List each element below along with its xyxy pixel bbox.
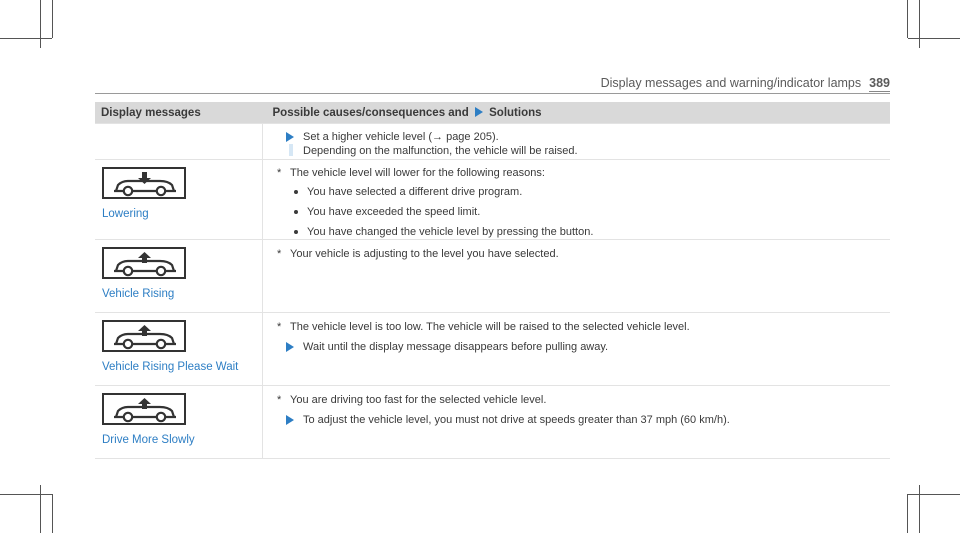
vehicle-level-raising-icon xyxy=(102,320,186,352)
bullet-icon xyxy=(294,230,298,234)
crop-mark xyxy=(40,0,41,48)
crop-mark xyxy=(907,0,908,38)
list-item-text: You have changed the vehicle level by pressing the button. xyxy=(307,226,594,238)
solution-step xyxy=(277,413,890,427)
cause-item xyxy=(277,166,890,180)
asterisk-icon: * xyxy=(277,248,282,260)
table-row xyxy=(95,240,890,313)
list-item-text: You have selected a different drive program. xyxy=(307,186,523,198)
section-title: Display messages and warning/indicator lamps xyxy=(600,76,862,90)
solution-text: Set a higher vehicle level (→ page 205). xyxy=(303,131,499,143)
message-cell xyxy=(95,386,263,459)
list-item xyxy=(277,225,890,239)
header-rule xyxy=(95,93,890,94)
table-row xyxy=(95,160,890,240)
table-row xyxy=(95,313,890,386)
cause-text: You are driving too fast for the selected vehicle level. xyxy=(290,394,547,406)
message-label-lowering: Lowering xyxy=(102,208,149,220)
running-header xyxy=(601,76,890,90)
column-header-solutions-label: Solutions xyxy=(489,106,542,119)
solution-step xyxy=(277,340,890,354)
crop-mark xyxy=(919,0,920,48)
crop-mark xyxy=(52,494,53,533)
cause-cell xyxy=(263,240,891,313)
solution-text: Wait until the display message disappears before pulling away. xyxy=(303,341,609,353)
crop-mark xyxy=(919,485,920,533)
solution-arrow-icon xyxy=(286,342,294,352)
crop-mark xyxy=(907,494,908,533)
display-messages-table xyxy=(95,102,890,459)
solution-arrow-icon xyxy=(286,415,294,425)
continuation-bar xyxy=(289,144,293,156)
bullet-icon xyxy=(294,210,298,214)
crop-mark xyxy=(0,38,52,39)
message-label-vehicle-rising-please-wait: Vehicle Rising Please Wait xyxy=(102,361,239,373)
message-cell xyxy=(95,313,263,386)
column-header-causes xyxy=(263,102,891,124)
message-label-drive-more-slowly: Drive More Slowly xyxy=(102,434,195,446)
message-cell xyxy=(95,240,263,313)
vehicle-level-lowering-icon xyxy=(102,167,186,199)
solution-step xyxy=(277,130,890,158)
page-number: 389 xyxy=(869,76,890,90)
list-item xyxy=(277,205,890,219)
column-header-display-messages: Display messages xyxy=(95,102,263,124)
column-header-causes-label: Possible causes/consequences and xyxy=(272,106,469,119)
asterisk-icon: * xyxy=(277,394,282,406)
vehicle-level-raising-icon xyxy=(102,247,186,279)
cause-text: The vehicle level will lower for the following reasons: xyxy=(290,167,545,179)
cause-cell xyxy=(263,313,891,386)
cause-item xyxy=(277,393,890,407)
cause-item xyxy=(277,247,890,261)
crop-mark xyxy=(40,485,41,533)
table-row xyxy=(95,386,890,459)
crop-mark xyxy=(908,494,960,495)
asterisk-icon: * xyxy=(277,321,282,333)
cause-text: The vehicle level is too low. The vehicle will be raised to the selected vehicle level. xyxy=(290,321,690,333)
cause-text: Your vehicle is adjusting to the level you have selected. xyxy=(290,248,559,260)
cause-cell xyxy=(263,124,891,160)
bullet-icon xyxy=(294,190,298,194)
crop-mark xyxy=(0,494,52,495)
solution-text: To adjust the vehicle level, you must not drive at speeds greater than 37 mph (60 km/h). xyxy=(303,414,730,426)
list-item-text: You have exceeded the speed limit. xyxy=(307,206,481,218)
asterisk-icon: * xyxy=(277,167,282,179)
cause-cell xyxy=(263,160,891,240)
crop-mark xyxy=(908,38,960,39)
solution-arrow-icon xyxy=(475,107,483,117)
cause-cell xyxy=(263,386,891,459)
table-header-row xyxy=(95,102,890,124)
message-cell xyxy=(95,160,263,240)
vehicle-level-raising-icon xyxy=(102,393,186,425)
solution-text: Depending on the malfunction, the vehicle will be raised. xyxy=(303,145,578,157)
message-label-vehicle-rising: Vehicle Rising xyxy=(102,288,175,300)
list-item xyxy=(277,185,890,199)
table-row xyxy=(95,124,890,160)
crop-mark xyxy=(52,0,53,38)
solution-arrow-icon xyxy=(286,132,294,142)
cause-item xyxy=(277,320,890,334)
message-cell xyxy=(95,124,263,160)
